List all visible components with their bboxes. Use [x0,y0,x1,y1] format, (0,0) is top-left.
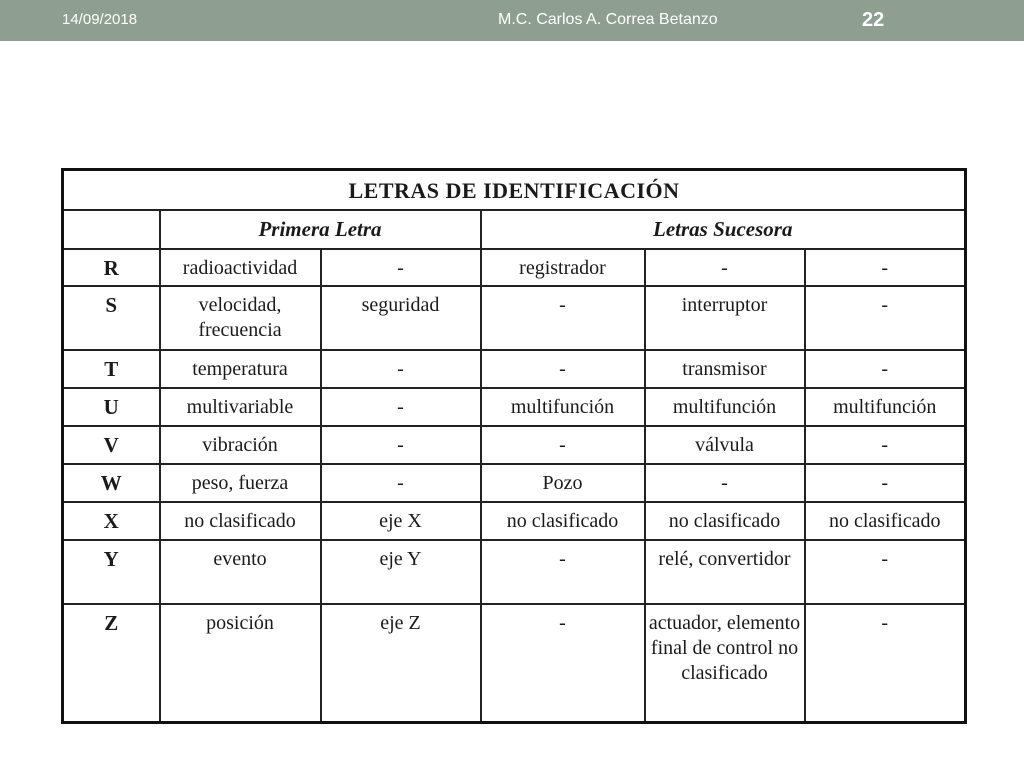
table-cell: - [321,464,481,502]
table-cell: - [805,464,966,502]
table-cell: interruptor [645,286,805,350]
table-cell: eje Y [321,540,481,604]
table-row [63,464,966,502]
slide-footer-bar [0,0,1024,41]
table-row [63,502,966,540]
identification-letters-table [61,168,967,724]
table-cell: - [481,286,645,350]
row-letter: T [63,350,160,388]
table-cell: no clasificado [645,502,805,540]
row-letter: X [63,502,160,540]
slide-author: M.C. Carlos A. Correa Betanzo [498,11,718,28]
table-cell: no clasificado [481,502,645,540]
table-row [63,249,966,286]
table-cell: multivariable [160,388,321,426]
table-row [63,388,966,426]
header-blank [63,210,160,249]
table-cell: no clasificado [160,502,321,540]
table-cell: - [805,350,966,388]
table-cell: evento [160,540,321,604]
table-cell: válvula [645,426,805,464]
table-cell: vibración [160,426,321,464]
slide-date: 14/09/2018 [62,11,138,28]
table-cell: Pozo [481,464,645,502]
slide-page-number: 22 [862,9,885,31]
table-row [63,350,966,388]
header-successor-letters: Letras Sucesora [481,210,966,249]
table-cell: - [805,540,966,604]
table-cell: eje Z [321,604,481,722]
table-row [63,426,966,464]
table-cell: actuador, elemento final de control no clasificado [645,604,805,722]
row-letter: W [63,464,160,502]
table-cell: - [481,604,645,722]
table-cell: - [321,388,481,426]
row-letter: Y [63,540,160,604]
table-cell: - [321,249,481,286]
row-letter: R [63,249,160,286]
table-cell: - [321,426,481,464]
table-cell: no clasificado [805,502,966,540]
table-cell: radioactividad [160,249,321,286]
table-cell: temperatura [160,350,321,388]
table-cell: - [481,540,645,604]
table-cell: peso, fuerza [160,464,321,502]
table-cell: transmisor [645,350,805,388]
row-letter: V [63,426,160,464]
row-letter: S [63,286,160,350]
header-first-letter: Primera Letra [160,210,481,249]
table-row [63,286,966,350]
row-letter: U [63,388,160,426]
row-letter: Z [63,604,160,722]
table-cell: seguridad [321,286,481,350]
table-cell: registrador [481,249,645,286]
table-body [63,249,966,722]
table-cell: multifunción [645,388,805,426]
table-cell: velocidad, frecuencia [160,286,321,350]
table-cell: - [805,286,966,350]
table-cell: - [805,426,966,464]
table-row [63,604,966,722]
table-cell: - [645,249,805,286]
table-cell: - [321,350,481,388]
table-cell: posición [160,604,321,722]
table-row [63,540,966,604]
table-cell: eje X [321,502,481,540]
table-cell: - [805,604,966,722]
table-cell: multifunción [481,388,645,426]
table-cell: multifunción [805,388,966,426]
table-cell: - [481,350,645,388]
table-title: LETRAS DE IDENTIFICACIÓN [63,170,966,211]
table-cell: relé, convertidor [645,540,805,604]
table-cell: - [481,426,645,464]
table-cell: - [645,464,805,502]
table-cell: - [805,249,966,286]
